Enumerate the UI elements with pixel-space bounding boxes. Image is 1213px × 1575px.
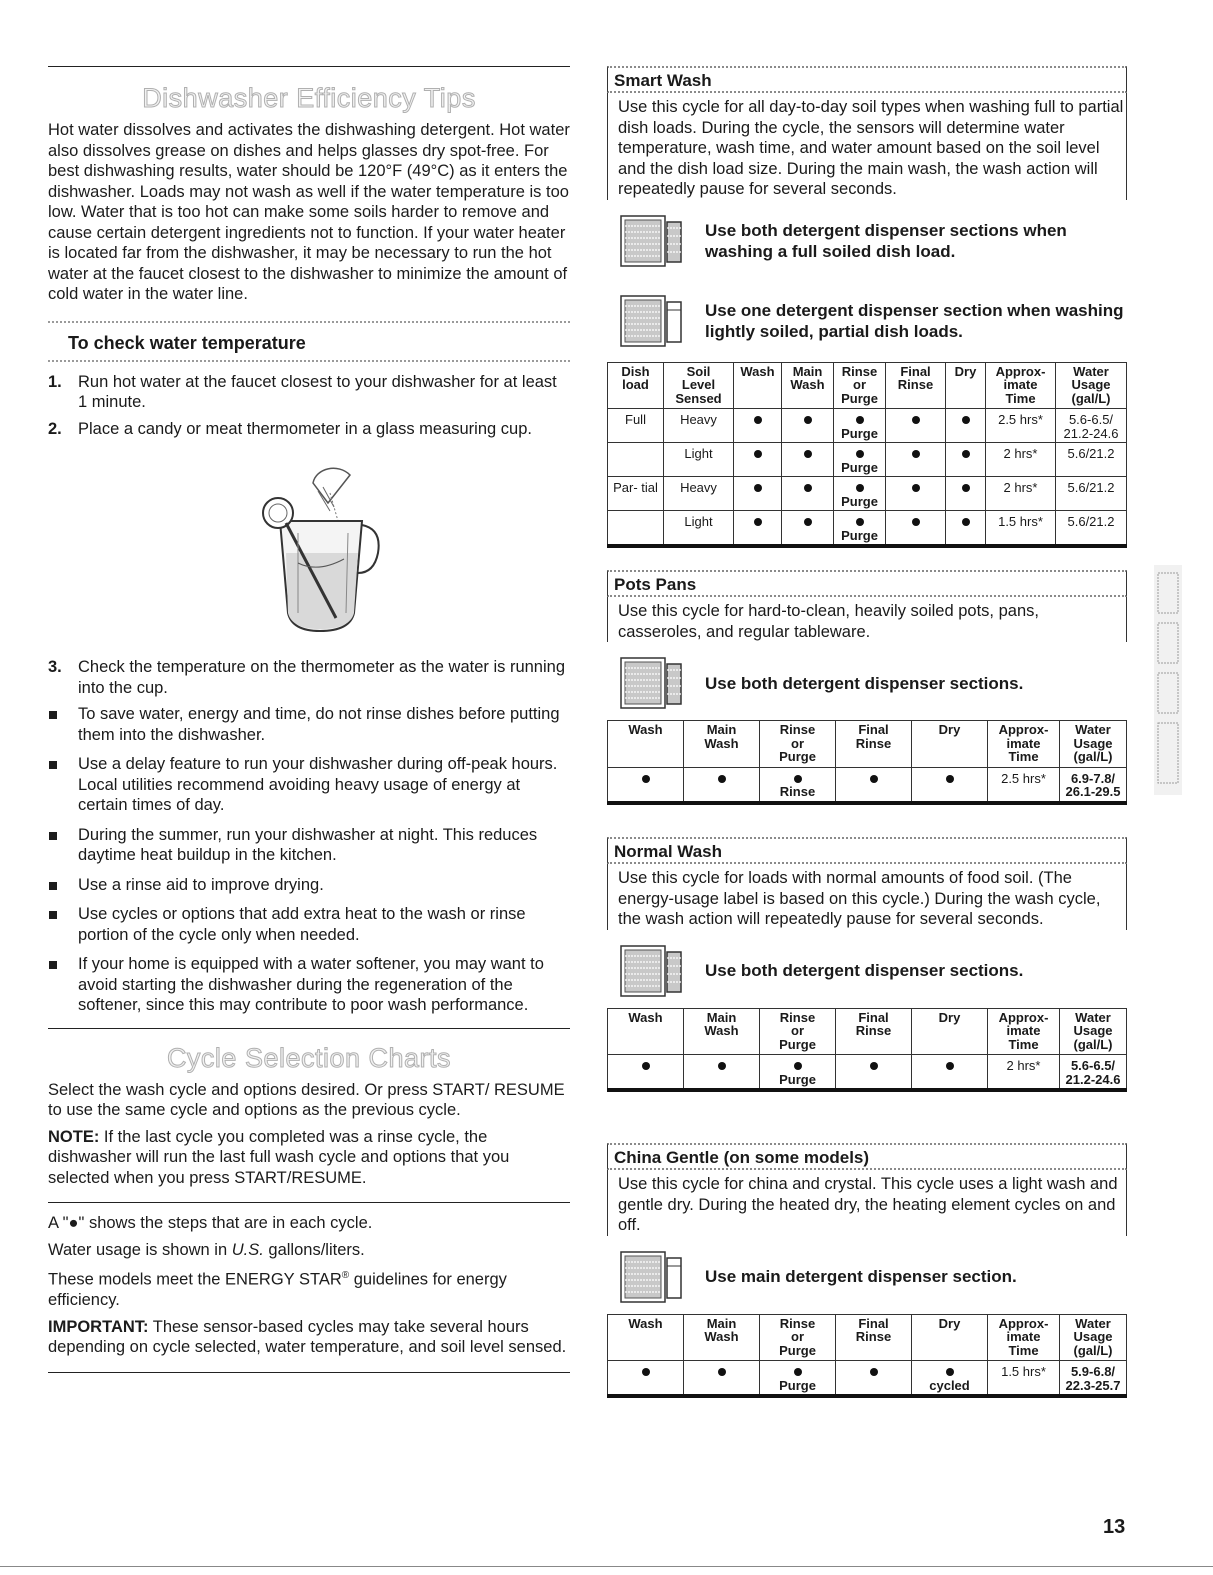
cell-dot xyxy=(834,511,886,547)
col-final-rinse: Final Rinse xyxy=(836,1008,912,1055)
check-temp-subhead: To check water temperature xyxy=(68,332,306,353)
cell-dot xyxy=(836,1361,912,1397)
tip-text: To save water, energy and time, do not rinse dishes before putting them into the dishwasher. xyxy=(78,705,560,744)
dispenser-both-icon xyxy=(619,656,685,710)
dispenser-main-icon xyxy=(619,1250,685,1304)
important-paragraph xyxy=(48,1317,570,1358)
china-gentle-section xyxy=(607,1143,1127,1398)
col-time: Approx- imate Time xyxy=(988,721,1060,768)
section-rule xyxy=(48,1202,570,1203)
cell-time: 2 hrs* xyxy=(986,443,1056,477)
cell-dot xyxy=(886,477,946,511)
step-number: 1. xyxy=(48,372,62,391)
cell-water: 5.6/21.2 xyxy=(1056,477,1127,511)
cell-sub: Purge xyxy=(779,1071,816,1087)
normal-wash-table xyxy=(607,1008,1127,1093)
cell-water: 5.6/21.2 xyxy=(1056,443,1127,477)
cell-dot xyxy=(782,511,834,547)
col-water: Water Usage (gal/L) xyxy=(1060,721,1127,768)
col-dry: Dry xyxy=(912,1314,988,1361)
step-text: Place a candy or meat thermometer in a glass measuring cup. xyxy=(78,419,532,438)
cell-dot xyxy=(836,1055,912,1091)
side-tab-decoration xyxy=(1150,565,1186,795)
cell-dot xyxy=(608,1055,684,1091)
cell-dot xyxy=(760,1361,836,1397)
water-units: U.S. xyxy=(231,1240,264,1259)
smart-wash-title: Smart Wash xyxy=(607,66,1127,93)
dispenser-note xyxy=(607,1250,1127,1304)
tip-text: Use a rinse aid to improve drying. xyxy=(78,875,324,894)
cell-dot xyxy=(886,443,946,477)
step-text: Check the temperature on the thermometer as the water is running into the cup. xyxy=(78,658,565,697)
tip-text: Use cycles or options that add extra heat to the wash or rinse portion of the cycle only when needed. xyxy=(78,905,526,944)
cell-time: 2 hrs* xyxy=(988,1055,1060,1091)
smart-wash-section xyxy=(607,66,1127,548)
top-rule xyxy=(48,66,570,67)
cell-dot xyxy=(608,767,684,803)
tip-text: If your home is equipped with a water softener, you may want to avoid starting the dishwasher during the regeneration of the softener, since this may contribute to poor wash performance. xyxy=(78,955,544,1014)
tip-item xyxy=(48,825,570,866)
dispenser-both-text: Use both detergent dispenser sections when washing a full soiled dish load. xyxy=(705,220,1067,261)
cell-dot xyxy=(760,767,836,803)
col-final-rinse: Final Rinse xyxy=(886,362,946,409)
cell-water: 5.6-6.5/ 21.2-24.6 xyxy=(1060,1055,1127,1091)
col-dry: Dry xyxy=(912,1008,988,1055)
cell-dot xyxy=(946,511,986,547)
dispenser-text: Use main detergent dispenser section. xyxy=(705,1267,1017,1286)
dispenser-note xyxy=(607,656,1127,710)
cell-sub: Rinse xyxy=(779,784,816,799)
col-water: Water Usage (gal/L) xyxy=(1060,1314,1127,1361)
step-text: Run hot water at the faucet closest to your dishwasher for at least 1 minute. xyxy=(78,372,557,411)
table-header-row xyxy=(608,1008,1127,1055)
note-paragraph xyxy=(48,1127,570,1189)
footer-line xyxy=(0,1566,1213,1567)
table-header-row xyxy=(608,1314,1127,1361)
thermometer-cup-illustration xyxy=(258,463,388,638)
tip-item xyxy=(48,875,570,896)
cell-water: 5.9-6.8/ 22.3-25.7 xyxy=(1060,1361,1127,1397)
col-dry: Dry xyxy=(912,721,988,768)
cycle-charts-title: Cycle Selection Charts xyxy=(166,1042,452,1073)
bullet-icon xyxy=(48,904,78,945)
cell-sub: Purge xyxy=(841,527,878,543)
cell-dot xyxy=(912,767,988,803)
cell-load xyxy=(608,443,664,477)
cell-dot xyxy=(734,511,782,547)
cell-dot xyxy=(782,443,834,477)
col-rinse-purge: Rinse or Purge xyxy=(760,1314,836,1361)
cell-sub: Purge xyxy=(841,493,878,509)
cell-time: 2.5 hrs* xyxy=(986,409,1056,443)
cell-dot xyxy=(834,477,886,511)
bullet-icon xyxy=(48,825,78,866)
cell-dot xyxy=(760,1055,836,1091)
cell-dot xyxy=(946,409,986,443)
important-text: These sensor-based cycles may take several hours depending on cycle selected, water temperature, and soil level sensed. xyxy=(48,1317,567,1356)
cell-sub: Purge xyxy=(779,1377,816,1393)
cell-time: 2.5 hrs* xyxy=(988,767,1060,803)
col-rinse-purge: Rinse or Purge xyxy=(760,1008,836,1055)
col-time: Approx- imate Time xyxy=(988,1008,1060,1055)
cell-dot xyxy=(684,767,760,803)
cell-soil: Heavy xyxy=(664,477,734,511)
section-rule xyxy=(48,1028,570,1029)
col-time: Approx- imate Time xyxy=(988,1314,1060,1361)
col-wash: Wash xyxy=(608,1008,684,1055)
col-water: Water Usage (gal/L) xyxy=(1060,1008,1127,1055)
efficiency-title: Dishwasher Efficiency Tips xyxy=(142,83,476,113)
cell-dot xyxy=(836,767,912,803)
dispenser-text: Use both detergent dispenser sections. xyxy=(705,673,1024,693)
energy-star-text xyxy=(48,1266,570,1311)
col-main-wash: Main Wash xyxy=(782,362,834,409)
cell-sub: cycled xyxy=(929,1377,970,1393)
cell-dot xyxy=(734,443,782,477)
col-final-rinse: Final Rinse xyxy=(836,1314,912,1361)
legend-text: A "●" shows the steps that are in each cycle. xyxy=(48,1214,373,1232)
table-row xyxy=(608,409,1127,443)
cell-dot xyxy=(834,409,886,443)
efficiency-intro: Hot water dissolves and activates the dishwashing detergent. Hot water also dissolves grease on dishes and helps glasses dry spot-free. For best dishwashing results, water should be 120°F (49°C) as it enters the dishwasher. Loads may not wash as well if the water temperature is too low. Water that is too hot can make some soils harder to remove and cause certain detergent ingredients not to function. If your water heater is located far from the dishwasher, it may be necessary to run the hot water at the faucet closest to the dishwasher to minimize the amount of cold water in the water line. xyxy=(48,121,570,303)
important-label: IMPORTANT: xyxy=(48,1317,149,1336)
cell-dot xyxy=(782,409,834,443)
pots-pans-desc: Use this cycle for hard-to-clean, heavily soiled pots, pans, casseroles, and regular tableware. xyxy=(607,597,1127,642)
cell-time: 1.5 hrs* xyxy=(986,511,1056,547)
col-wash: Wash xyxy=(608,1314,684,1361)
cell-dot xyxy=(734,477,782,511)
table-row xyxy=(608,443,1127,477)
divider xyxy=(48,360,570,362)
charts-intro-text: Select the wash cycle and options desired. Or press START/ RESUME to use the same cycle and options as the previous cycle. xyxy=(48,1080,565,1119)
energy-post: guidelines for energy efficiency. xyxy=(48,1270,507,1309)
normal-wash-section xyxy=(607,837,1127,1092)
cell-sub: Purge xyxy=(841,459,878,475)
tip-item xyxy=(48,754,570,816)
bullet-icon xyxy=(48,875,78,896)
pots-pans-table xyxy=(607,720,1127,805)
col-rinse-purge: Rinse or Purge xyxy=(834,362,886,409)
cell-dot xyxy=(834,443,886,477)
note-text: If the last cycle you completed was a rinse cycle, the dishwasher will run the last full wash cycle and options that you selected when you press START/RESUME. xyxy=(48,1127,510,1187)
bullet-icon xyxy=(48,754,78,816)
pots-pans-section xyxy=(607,570,1127,805)
step-2 xyxy=(48,419,570,440)
cell-water: 6.9-7.8/ 26.1-29.5 xyxy=(1060,767,1127,803)
table-row xyxy=(608,511,1127,547)
note-label: NOTE: xyxy=(48,1127,100,1146)
cell-load xyxy=(608,511,664,547)
cell-dot xyxy=(734,409,782,443)
dispenser-one-icon xyxy=(619,294,685,348)
cell-sub: Purge xyxy=(841,425,878,441)
bullet-icon xyxy=(48,704,78,745)
pots-pans-title: Pots Pans xyxy=(607,570,1127,597)
tip-item xyxy=(48,954,570,1016)
cell-water: 5.6/21.2 xyxy=(1056,511,1127,547)
left-column xyxy=(48,66,570,1373)
cell-soil: Light xyxy=(664,443,734,477)
page-number: 13 xyxy=(1103,1516,1126,1538)
dispenser-both-icon xyxy=(619,944,685,998)
col-soil-level: Soil Level Sensed xyxy=(664,362,734,409)
china-gentle-desc: Use this cycle for china and crystal. This cycle uses a light wash and gentle dry. During the heated dry, the heating element cycles on and off. xyxy=(607,1170,1127,1236)
cell-dot xyxy=(886,409,946,443)
water-suffix: gallons/liters. xyxy=(263,1240,365,1259)
cell-dot xyxy=(684,1055,760,1091)
table-row xyxy=(608,767,1127,803)
table-header-row xyxy=(608,721,1127,768)
water-prefix: Water usage is shown in xyxy=(48,1240,232,1259)
tip-text: During the summer, run your dishwasher at night. This reduces daytime heat buildup in the kitchen. xyxy=(78,825,538,864)
china-gentle-title: China Gentle (on some models) xyxy=(607,1143,1127,1170)
dispenser-note xyxy=(607,944,1127,998)
dispenser-both-icon xyxy=(619,214,685,268)
china-gentle-table xyxy=(607,1314,1127,1399)
cell-dot xyxy=(608,1361,684,1397)
water-usage-text xyxy=(48,1240,570,1261)
cell-soil: Heavy xyxy=(664,409,734,443)
dispenser-note-one xyxy=(607,294,1127,348)
cell-dot xyxy=(912,1055,988,1091)
dispenser-note-both xyxy=(607,214,1127,268)
step-3 xyxy=(48,657,570,698)
col-final-rinse: Final Rinse xyxy=(836,721,912,768)
col-wash: Wash xyxy=(734,362,782,409)
cell-soil: Light xyxy=(664,511,734,547)
step-1 xyxy=(48,372,570,413)
cell-dot xyxy=(946,443,986,477)
cell-dot xyxy=(912,1361,988,1397)
cell-dot xyxy=(946,477,986,511)
table-row xyxy=(608,477,1127,511)
table-header-row xyxy=(608,362,1127,409)
tip-item xyxy=(48,704,570,745)
table-row xyxy=(608,1055,1127,1091)
smart-wash-table xyxy=(607,362,1127,549)
tip-item xyxy=(48,904,570,945)
col-time: Approx- imate Time xyxy=(986,362,1056,409)
dispenser-one-text: Use one detergent dispenser section when washing lightly soiled, partial dish loads. xyxy=(705,300,1124,341)
bottom-rule xyxy=(48,1372,570,1373)
col-water: Water Usage (gal/L) xyxy=(1056,362,1127,409)
registered-mark: ® xyxy=(341,1270,350,1281)
col-wash: Wash xyxy=(608,721,684,768)
cell-time: 2 hrs* xyxy=(986,477,1056,511)
step-number: 3. xyxy=(48,658,62,676)
bullet-icon xyxy=(48,954,78,1016)
smart-wash-desc: Use this cycle for all day-to-day soil types when washing full to partial dish loads. During the cycle, the sensors will determine water temperature, wash time, and water amount based on the soil level and the dish load size. During the main wash, the wash action will repeatedly pause for several seconds. xyxy=(607,93,1127,200)
col-dry: Dry xyxy=(946,362,986,409)
normal-wash-title: Normal Wash xyxy=(607,837,1127,864)
cell-dot xyxy=(886,511,946,547)
cell-water: 5.6-6.5/ 21.2-24.6 xyxy=(1056,409,1127,443)
col-main-wash: Main Wash xyxy=(684,1008,760,1055)
dispenser-text: Use both detergent dispenser sections. xyxy=(705,961,1024,980)
cell-time: 1.5 hrs* xyxy=(988,1361,1060,1397)
energy-pre: These models meet the ENERGY STAR xyxy=(48,1270,342,1289)
cell-load: Full xyxy=(608,409,664,443)
table-row xyxy=(608,1361,1127,1397)
cell-dot xyxy=(684,1361,760,1397)
col-main-wash: Main Wash xyxy=(684,1314,760,1361)
col-dish-load: Dish load xyxy=(608,362,664,409)
cell-load: Par- tial xyxy=(608,477,664,511)
col-rinse-purge: Rinse or Purge xyxy=(760,721,836,768)
tip-text: Use a delay feature to run your dishwasher during off-peak hours. Local utilities recommend avoiding heavy usage of energy at certain times of day. xyxy=(78,755,558,814)
cell-dot xyxy=(782,477,834,511)
col-main-wash: Main Wash xyxy=(684,721,760,768)
normal-wash-desc: Use this cycle for loads with normal amounts of food soil. (The energy-usage label is based on this cycle.) During the wash cycle, the wash action will repeatedly pause for several seconds. xyxy=(607,864,1127,930)
step-number: 2. xyxy=(48,419,62,438)
